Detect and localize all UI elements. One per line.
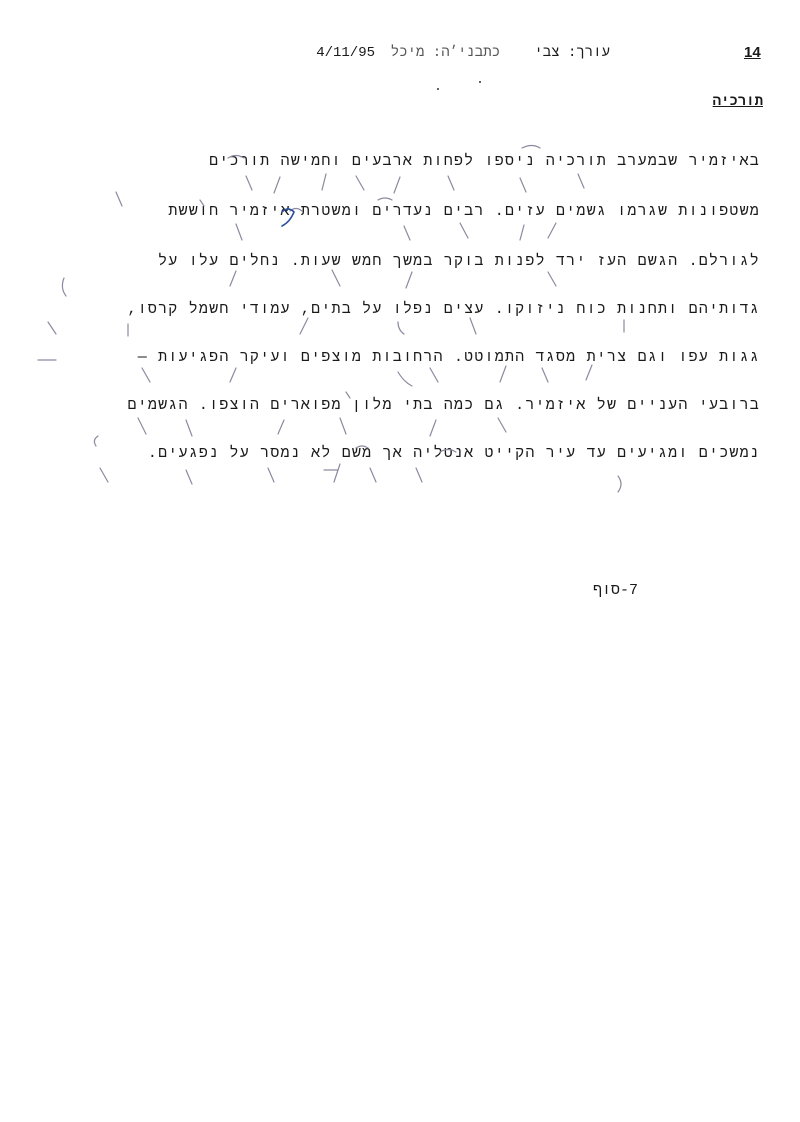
pencil-mark bbox=[520, 178, 526, 192]
pencil-mark bbox=[94, 436, 98, 446]
pencil-mark bbox=[448, 176, 454, 190]
pencil-mark bbox=[322, 174, 326, 190]
pencil-mark bbox=[48, 322, 56, 334]
pencil-mark bbox=[548, 272, 556, 286]
pencil-mark bbox=[230, 368, 236, 382]
body-line: נמשכים ומגיעים עד עיר הקייט אנטליה אך משם לא נמסר על נפגעים. bbox=[147, 445, 760, 462]
pencil-mark bbox=[236, 224, 242, 240]
date-label: 4/11/95 bbox=[316, 45, 375, 61]
writer-label: כתבני׳ה: מיכל bbox=[390, 45, 500, 61]
pencil-mark bbox=[186, 420, 192, 436]
body-line: באיזמיר שבמערב תורכיה ניספו לפחות ארבעים וחמישה תורכים bbox=[209, 153, 760, 170]
pencil-mark bbox=[356, 176, 364, 190]
pencil-mark bbox=[138, 418, 146, 434]
end-mark: 7-סוף bbox=[592, 582, 638, 599]
pencil-mark bbox=[246, 176, 252, 190]
pencil-mark bbox=[430, 368, 438, 382]
pencil-mark bbox=[520, 225, 524, 240]
pencil-mark bbox=[356, 446, 368, 448]
pencil-mark bbox=[116, 192, 122, 206]
pencil-mark bbox=[228, 156, 244, 159]
pencil-mark bbox=[300, 318, 308, 334]
body-line: גגות עפו וגם צרית מסגד התמוטט. הרחובות מוצפים ועיקר הפגיעות — bbox=[137, 349, 760, 366]
pencil-mark bbox=[404, 226, 410, 240]
body-line: משטפונות שגרמו גשמים עזים. רבים נעדרים ומשטרת איזמיר חוששת bbox=[168, 203, 760, 220]
pencil-mark bbox=[548, 223, 556, 238]
editor-label: עורך: צבי bbox=[534, 45, 610, 61]
pencil-mark bbox=[542, 368, 548, 382]
pencil-mark bbox=[278, 420, 284, 434]
pencil-mark bbox=[498, 418, 506, 432]
page-number: 14 bbox=[744, 44, 761, 61]
pencil-mark bbox=[200, 200, 204, 206]
pencil-mark bbox=[100, 468, 108, 482]
ink-mark bbox=[282, 209, 294, 226]
body-line: ברובעי העניים של איזמיר. גם כמה בתי מלון מפוארים הוצפו. הגשמים bbox=[127, 397, 760, 414]
body-line: גדותיהם ותחנות כוח ניזוקו. עצים נפלו על בתים, עמודי חשמל קרסו, bbox=[127, 301, 760, 318]
pencil-mark bbox=[274, 177, 280, 193]
pencil-mark bbox=[340, 418, 346, 434]
pencil-mark bbox=[398, 322, 404, 334]
pencil-mark bbox=[186, 470, 192, 484]
pencil-mark bbox=[62, 278, 66, 296]
pencil-mark bbox=[470, 318, 476, 334]
pencil-mark bbox=[460, 223, 468, 238]
pencil-mark bbox=[500, 366, 506, 382]
pencil-mark bbox=[378, 198, 392, 200]
pencil-mark bbox=[416, 468, 422, 482]
pencil-mark bbox=[332, 270, 340, 286]
body-line: לגורלם. הגשם העז ירד לפנות בוקר במשך חמש שעות. נחלים עלו על bbox=[158, 253, 760, 270]
section-title: תורכיה bbox=[712, 94, 763, 110]
pencil-mark bbox=[522, 146, 540, 149]
pencil-mark bbox=[430, 420, 436, 436]
pencil-mark bbox=[346, 392, 350, 398]
pencil-mark bbox=[370, 468, 376, 482]
pencil-mark bbox=[440, 450, 456, 453]
pencil-mark bbox=[618, 476, 621, 492]
pencil-mark bbox=[586, 365, 592, 380]
pencil-mark bbox=[142, 368, 150, 382]
pencil-mark bbox=[398, 372, 412, 386]
pencil-mark bbox=[406, 272, 412, 288]
pencil-mark bbox=[578, 174, 584, 188]
pencil-mark bbox=[394, 177, 400, 193]
pencil-mark bbox=[334, 464, 340, 482]
pencil-mark bbox=[230, 271, 236, 286]
pencil-mark bbox=[268, 468, 274, 482]
